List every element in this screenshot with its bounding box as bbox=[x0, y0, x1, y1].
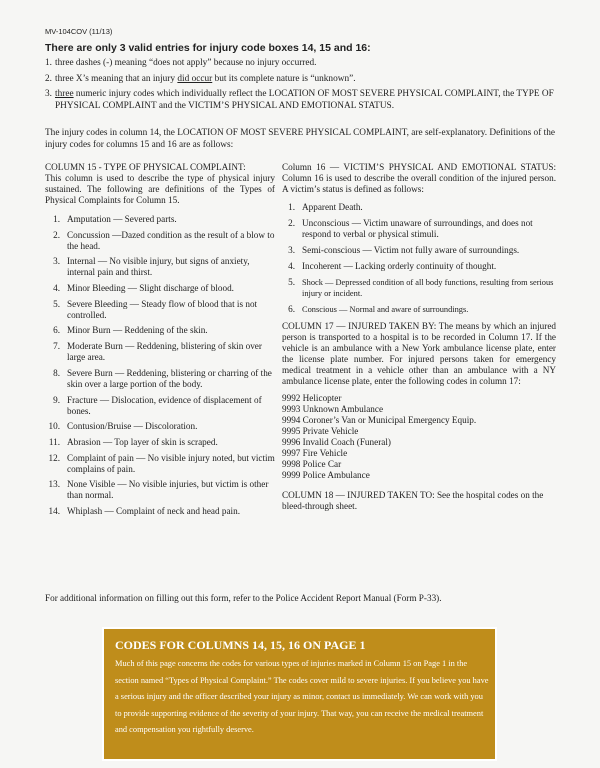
transport-code: 9994 Coroner’s Van or Municipal Emergency Equip. bbox=[282, 415, 477, 425]
complaint-item-text: Fracture — Dislocation, evidence of displacement of bones. bbox=[67, 394, 262, 416]
status-item bbox=[282, 277, 556, 299]
column-15-list bbox=[45, 214, 275, 517]
complaint-item bbox=[45, 479, 275, 501]
complaint-item bbox=[45, 421, 275, 432]
entry-number: 2. bbox=[45, 73, 52, 84]
callout-box bbox=[99, 624, 500, 764]
column-15-title: COLUMN 15 - TYPE OF PHYSICAL COMPLAINT: bbox=[45, 162, 246, 172]
status-item-text: Semi-conscious — Victim not fully aware of surroundings. bbox=[302, 245, 520, 255]
complaint-item-number: 9. bbox=[53, 394, 60, 405]
callout-title: CODES FOR COLUMNS 14, 15, 16 ON PAGE 1 bbox=[115, 638, 366, 652]
complaint-item-text: Minor Bleeding — Slight discharge of blood. bbox=[67, 283, 234, 294]
column-16-list bbox=[282, 202, 556, 315]
complaint-item bbox=[45, 299, 275, 321]
complaint-item-number: 14. bbox=[48, 505, 60, 516]
complaint-item-number: 3. bbox=[53, 256, 60, 267]
complaint-item-number: 4. bbox=[53, 283, 60, 294]
complaint-item bbox=[45, 283, 275, 294]
valid-entry bbox=[45, 58, 557, 70]
complaint-item-number: 11. bbox=[48, 436, 60, 447]
complaint-item bbox=[45, 453, 275, 475]
valid-entries-list bbox=[45, 58, 557, 116]
column-16-title: Column 16 — VICTIM’S PHYSICAL AND EMOTIONAL STATUS: bbox=[282, 162, 556, 172]
status-item-number: 3. bbox=[288, 245, 295, 255]
complaint-item bbox=[45, 230, 275, 252]
complaint-item-text: None Visible — No visible injuries, but victim is other than normal. bbox=[67, 479, 269, 501]
column-17-paragraph: COLUMN 17 — INJURED TAKEN BY: The means by which an injured person is transported to a hospital is to be recorded in Column 17. If the vehicle is an ambulance with a New York ambulance license plate, enter the license plate number. For injured persons taken for emergency medical treatment in a vehicle other than an ambulance with a NY ambulance license plate, enter the following codes in column 17: bbox=[282, 321, 556, 386]
complaint-item-number: 1. bbox=[53, 214, 60, 224]
status-item-text: Incoherent — Lacking orderly continuity of thought. bbox=[302, 261, 497, 271]
column-15-description: This column is used to describe the type of physical injury sustained. The following are definitions of the Types of Physical Complaints for Column 15. bbox=[45, 173, 275, 205]
transport-code: 9999 Police Ambulance bbox=[282, 470, 370, 480]
complaint-item bbox=[45, 256, 275, 278]
complaint-item-number: 2. bbox=[53, 229, 60, 240]
complaint-item bbox=[45, 506, 275, 517]
entry-text-emphasis: did occur bbox=[177, 73, 213, 84]
complaint-item-number: 8. bbox=[53, 367, 60, 378]
status-item-text: Conscious — Normal and aware of surroundings. bbox=[302, 305, 469, 314]
complaint-item-text: Concussion —Dazed condition as the result of a blow to the head. bbox=[67, 229, 275, 251]
column-18-paragraph: COLUMN 18 — INJURED TAKEN TO: See the hospital codes on the bleed-through sheet. bbox=[282, 490, 544, 511]
complaint-item bbox=[45, 325, 275, 336]
complaint-item bbox=[45, 368, 275, 390]
form-code: MV-104COV (11/13) bbox=[45, 27, 113, 36]
complaint-item bbox=[45, 395, 275, 417]
complaint-item-text: Abrasion — Top layer of skin is scraped. bbox=[67, 436, 218, 447]
complaint-item-text: Severe Burn — Reddening, blistering or charring of the skin over a large portion of the body. bbox=[67, 367, 272, 389]
complaint-item-text: Whiplash — Complaint of neck and head pain. bbox=[67, 505, 240, 516]
complaint-item bbox=[45, 214, 275, 225]
complaint-item-text: Internal — No visible injury, but signs of anxiety, internal pain and thirst. bbox=[67, 256, 250, 278]
entry-text bbox=[55, 89, 557, 112]
transport-code: 9997 Fire Vehicle bbox=[282, 448, 348, 458]
complaint-item-text: Complaint of pain — No visible injury noted, but victim complains of pain. bbox=[67, 452, 275, 474]
transport-code: 9995 Private Vehicle bbox=[282, 426, 359, 436]
complaint-item-number: 13. bbox=[48, 479, 60, 490]
status-item-text: Shock — Depressed condition of all body functions, resulting from serious injury or incident. bbox=[302, 278, 554, 298]
entry-number: 1. bbox=[45, 58, 52, 68]
status-item-number: 5. bbox=[288, 277, 295, 287]
complaint-item-text: Amputation — Severed parts. bbox=[67, 214, 177, 224]
transport-code: 9992 Helicopter bbox=[282, 393, 342, 403]
complaint-item-number: 7. bbox=[53, 341, 60, 352]
status-item bbox=[282, 304, 556, 315]
complaint-item-text: Moderate Burn — Reddening, blistering of skin over large area. bbox=[67, 341, 262, 363]
entry-text-post: numeric injury codes which individually reflect the LOCATION OF MOST SEVERE PHYSICAL COMPLAINT, the TYPE OF PHYSICAL COMPLAINT and the VICTIM’S PHYSICAL AND EMOTIONAL STATUS. bbox=[55, 89, 554, 111]
complaint-item bbox=[45, 341, 275, 363]
status-item bbox=[282, 202, 556, 213]
column-16-header bbox=[282, 162, 556, 195]
entry-text-post: but its complete nature is “unknown”. bbox=[212, 73, 356, 84]
transport-code: 9996 Invalid Coach (Funeral) bbox=[282, 437, 391, 447]
callout-body: Much of this page concerns the codes for various types of injuries marked in Column 15 on Page 1 in the section named “Types of Physical Complaint.” The codes cover mild to severe injuries. If you believe you have a serious injury and the officer described your injury as minor, contact us immediately. We can work with you to provide supporting evidence of the severity of your injury. That way, you can receive the medical treatment and compensation you rightfully deserve. bbox=[115, 659, 489, 735]
complaint-item-number: 5. bbox=[53, 298, 60, 309]
complaint-item-text: Minor Burn — Reddening of the skin. bbox=[67, 325, 208, 336]
status-item-number: 1. bbox=[288, 202, 295, 212]
complaint-item-text: Severe Bleeding — Steady flow of blood that is not controlled. bbox=[67, 298, 258, 320]
status-item bbox=[282, 218, 556, 240]
status-item-text: Apparent Death. bbox=[302, 202, 363, 212]
complaint-item-number: 6. bbox=[53, 325, 60, 336]
transport-code: 9998 Police Car bbox=[282, 459, 342, 469]
complaint-item-text: Contusion/Bruise — Discoloration. bbox=[67, 421, 198, 432]
column-17-codes bbox=[282, 393, 556, 481]
entry-text-emphasis: three bbox=[55, 89, 74, 99]
valid-entry bbox=[45, 89, 557, 112]
entry-text: three dashes (-) meaning “does not apply” because no injury occurred. bbox=[55, 58, 317, 68]
status-item-text: Unconscious — Victim unaware of surroundings, and does not respond to verbal or physical stimuli. bbox=[302, 218, 533, 239]
complaint-item-number: 12. bbox=[48, 452, 60, 463]
entry-text bbox=[55, 74, 557, 86]
status-item-number: 2. bbox=[288, 218, 295, 228]
footer-note: For additional information on filling out this form, refer to the Police Accident Report Manual (Form P-33). bbox=[45, 593, 442, 603]
entry-text-pre: three X’s meaning that an injury bbox=[55, 73, 178, 84]
status-item-number: 6. bbox=[288, 304, 295, 314]
transport-code: 9993 Unknown Ambulance bbox=[282, 404, 384, 414]
column-16-description: Column 16 is used to describe the overall condition of the injured person. A victim’s status is defined as follows: bbox=[282, 173, 556, 194]
column-15-section bbox=[45, 162, 275, 522]
status-item-number: 4. bbox=[288, 261, 295, 271]
status-item bbox=[282, 245, 556, 256]
valid-entry bbox=[45, 74, 557, 86]
column-16-17-18-section bbox=[282, 162, 556, 512]
complaint-item bbox=[45, 437, 275, 448]
complaint-item-number: 10. bbox=[48, 421, 60, 432]
status-item bbox=[282, 261, 556, 272]
entry-number: 3. bbox=[45, 89, 52, 99]
intro-paragraph: The injury codes in column 14, the LOCATION OF MOST SEVERE PHYSICAL COMPLAINT, are self-explanatory. Definitions of the injury codes for columns 15 and 16 are as follows: bbox=[45, 128, 555, 150]
valid-entries-heading: There are only 3 valid entries for injury code boxes 14, 15 and 16: bbox=[45, 42, 371, 54]
